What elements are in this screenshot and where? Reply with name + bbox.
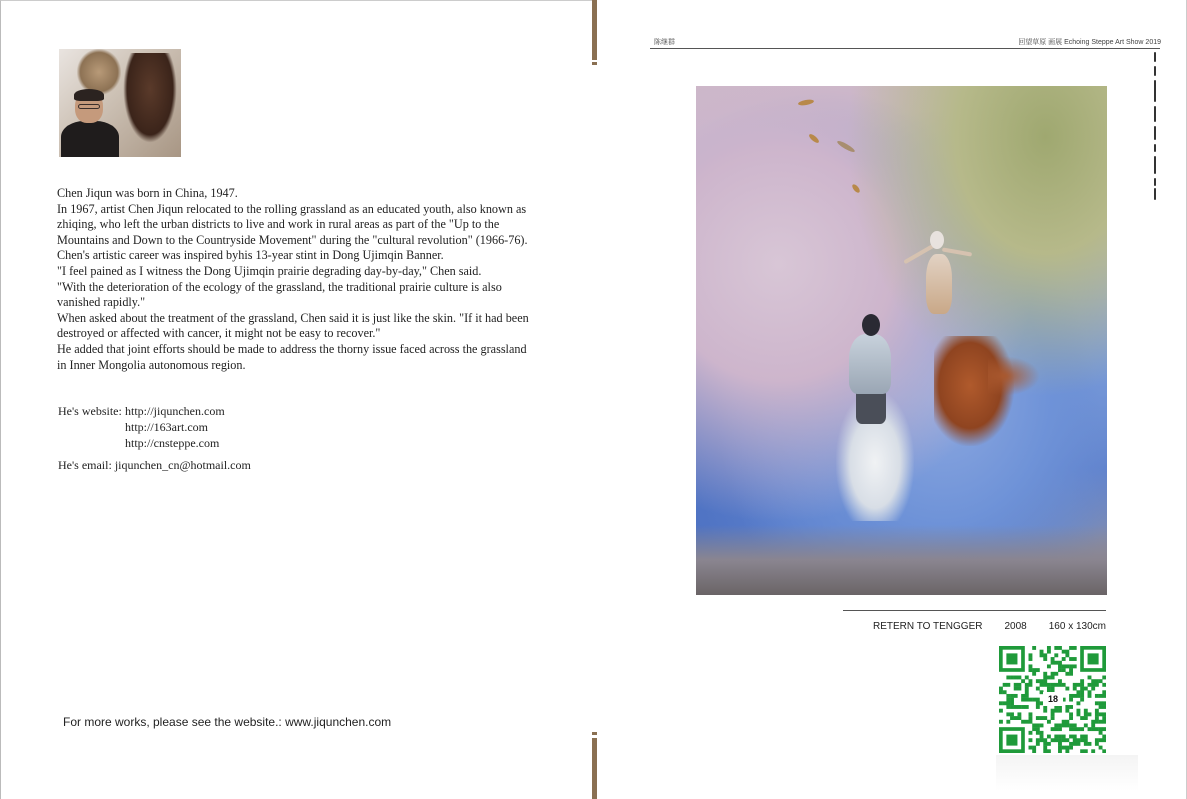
- artist-biography: [57, 186, 539, 373]
- more-works-note[interactable]: For more works, please see the website.: www.jiqunchen.com: [63, 715, 392, 729]
- bio-line: He added that joint efforts should be made to address the thorny issue faced across the grassland in Inner Mongolia autonomous region.: [57, 341, 527, 372]
- artwork-size: 160 x 130cm: [1048, 621, 1106, 632]
- artist-portrait: [59, 49, 181, 157]
- bio-line: "With the deterioration of the ecology of the grassland, the traditional prairie culture is also vanished rapidly.": [57, 279, 502, 310]
- running-head-rule: [650, 48, 1160, 49]
- artwork-title: RETERN TO TENGGER: [873, 621, 983, 632]
- artwork-caption: [843, 621, 1106, 632]
- website-link[interactable]: http://163art.com: [125, 419, 208, 434]
- website-list: [58, 404, 225, 451]
- qr-shadow: [996, 755, 1138, 791]
- bio-line: When asked about the treatment of the grassland, Chen said it is just like the skin. "If it had been destroyed or affected with cancer, it might not be easy to recover.": [57, 310, 529, 341]
- mongolian-script-icon: [1150, 52, 1162, 202]
- bio-line: In 1967, artist Chen Jiqun relocated to the rolling grassland as an educated youth, also known as zhiqing, who left the urban districts to live and work in rural areas as part of the "Up to the Mountains and Down to the Countryside Movement" during the "cultural revolution" (1966-76).: [57, 201, 528, 247]
- email-line[interactable]: He's email: jiqunchen_cn@hotmail.com: [58, 458, 251, 472]
- caption-rule: [843, 610, 1106, 611]
- bio-line: "I feel pained as I witness the Dong Ujimqin prairie degrading day-by-day," Chen said.: [57, 263, 482, 278]
- bio-line: Chen's artistic career was inspired byhis 13-year stint in Dong Ujimqin Banner.: [57, 248, 444, 263]
- gutter-mark-top: [592, 0, 597, 60]
- bio-line: Chen Jiqun was born in China, 1947.: [57, 186, 238, 200]
- running-head-right: 回望草原 画展 Echoing Steppe Art Show 2019: [1018, 39, 1161, 46]
- artwork-year: 2008: [1004, 621, 1027, 632]
- qr-code-icon[interactable]: [999, 646, 1106, 753]
- website-link[interactable]: http://cnsteppe.com: [125, 435, 220, 450]
- painting-image: [696, 86, 1107, 595]
- page-number: 18: [1043, 692, 1063, 706]
- running-head-left: 陈继群: [654, 39, 675, 46]
- gutter-mark-bottom: [592, 738, 597, 799]
- website-label: He's website:: [58, 404, 122, 418]
- website-link[interactable]: http://jiqunchen.com: [125, 404, 225, 418]
- gutter-mark-bottom-small: [592, 732, 597, 735]
- gutter-mark-top-small: [592, 62, 597, 65]
